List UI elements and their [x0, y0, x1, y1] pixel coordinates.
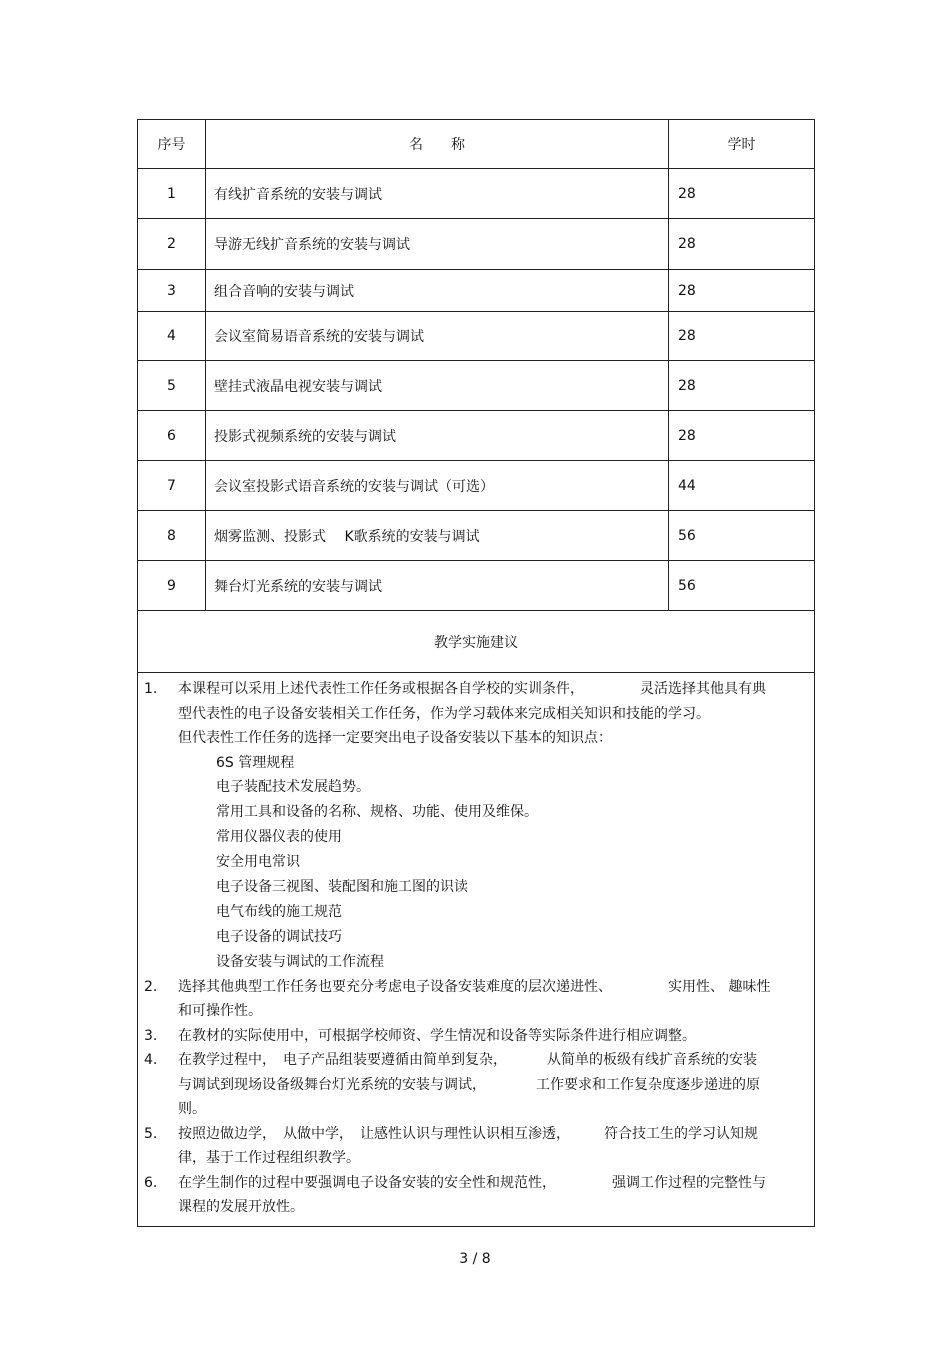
row-hours: 28 [669, 312, 815, 361]
table-row [138, 561, 815, 611]
rec3-line1: 在教材的实际使用中，可根据学校师资、学生情况和设备等实际条件进行相应调整。 [178, 1027, 696, 1044]
rec2-line2: 和可操作性。 [178, 1003, 262, 1020]
list-item: 电子装配技术发展趋势。 [216, 779, 370, 796]
section-title-row [138, 611, 815, 673]
item-number: 4. [144, 1052, 158, 1069]
row-hours: 28 [669, 361, 815, 411]
table-row [138, 511, 815, 561]
row-no: 7 [138, 461, 206, 511]
rec4-line1b: 从简单的板级有线扩音系统的安装 [547, 1052, 757, 1069]
list-item: 电子设备三视图、装配图和施工图的识读 [216, 879, 468, 896]
rec5-line1a: 按照边做边学， 从做中学， 让感性认识与理性认识相互渗透， [178, 1125, 570, 1142]
row-name: 投影式视频系统的安装与调试 [206, 411, 669, 461]
recommendations-cell [138, 673, 815, 1227]
row-no: 9 [138, 561, 206, 611]
section-title: 教学实施建议 [138, 611, 815, 673]
row-hours: 28 [669, 270, 815, 312]
rec5-line2: 律，基于工作过程组织教学。 [178, 1150, 360, 1167]
rec6-line2: 课程的发展开放性。 [178, 1199, 304, 1216]
table-row [138, 361, 815, 411]
rec2-line1a: 选择其他典型工作任务也要充分考虑电子设备安装难度的层次递进性、 [178, 978, 612, 995]
recommendation-item [138, 1048, 804, 1122]
row-hours: 28 [669, 219, 815, 270]
rec4-line2b: 工作要求和工作复杂度逐步递进的原 [536, 1076, 760, 1093]
row-no: 4 [138, 312, 206, 361]
table-row [138, 411, 815, 461]
rec6-line1a: 在学生制作的过程中要强调电子设备安装的安全性和规范性， [178, 1174, 556, 1191]
row-hours: 56 [669, 511, 815, 561]
recommendation-item [138, 1122, 804, 1171]
list-item: 常用工具和设备的名称、规格、功能、使用及维保。 [216, 804, 538, 821]
row-hours: 28 [669, 169, 815, 219]
row-name: 有线扩音系统的安装与调试 [206, 169, 669, 219]
table-row [138, 312, 815, 361]
row-name: 烟雾监测、投影式 K歌系统的安装与调试 [206, 511, 669, 561]
recommendation-item [138, 1171, 804, 1220]
rec1-line1a: 本课程可以采用上述代表性工作任务或根据各自学校的实训条件， [178, 681, 584, 697]
row-no: 8 [138, 511, 206, 561]
row-hours: 56 [669, 561, 815, 611]
row-name: 导游无线扩音系统的安装与调试 [206, 219, 669, 270]
item-number: 6. [144, 1174, 158, 1191]
row-name: 壁挂式液晶电视安装与调试 [206, 361, 669, 411]
row-no: 2 [138, 219, 206, 270]
rec1-line1b: 灵活选择其他具有典 [640, 681, 766, 697]
header-no: 序号 [138, 120, 206, 169]
list-item: 电气布线的施工规范 [216, 903, 342, 920]
header-name: 名 称 [206, 120, 669, 169]
recommendations-row [138, 673, 815, 1227]
row-name: 会议室简易语音系统的安装与调试 [206, 312, 669, 361]
table-row [138, 461, 815, 511]
rec4-line2a: 与调试到现场设备级舞台灯光系统的安装与调试， [178, 1076, 486, 1093]
course-table [137, 119, 815, 1227]
recommendation-item [138, 1024, 804, 1049]
item-number: 2. [144, 978, 158, 995]
list-item: 设备安装与调试的工作流程 [216, 953, 384, 970]
header-hours: 学时 [669, 120, 815, 169]
page-number: 3 / 8 [459, 1251, 491, 1267]
row-name: 会议室投影式语音系统的安装与调试（可选） [206, 461, 669, 511]
rec2-line1b: 实用性、 趣味性 [668, 978, 771, 995]
rec4-line3: 则。 [178, 1101, 206, 1118]
table-row [138, 270, 815, 312]
item-number: 1. [144, 681, 158, 697]
rec5-line1b: 符合技工生的学习认知规 [604, 1125, 758, 1142]
table-row [138, 169, 815, 219]
row-no: 1 [138, 169, 206, 219]
list-item: 电子设备的调试技巧 [216, 928, 342, 945]
list-item: 安全用电常识 [216, 854, 300, 871]
rec1-line3: 但代表性工作任务的选择一定要突出电子设备安装以下基本的知识点： [178, 730, 612, 746]
row-no: 3 [138, 270, 206, 312]
row-hours: 28 [669, 411, 815, 461]
table-header-row [138, 120, 815, 169]
knowledge-points-list [138, 751, 804, 975]
rec6-line1b: 强调工作过程的完整性与 [612, 1174, 766, 1191]
item-number: 5. [144, 1125, 158, 1142]
row-no: 6 [138, 411, 206, 461]
row-name: 舞台灯光系统的安装与调试 [206, 561, 669, 611]
list-item: 6S 管理规程 [216, 754, 295, 771]
row-hours: 44 [669, 461, 815, 511]
item-number: 3. [144, 1027, 158, 1044]
recommendation-item [138, 677, 804, 751]
row-name: 组合音响的安装与调试 [206, 270, 669, 312]
list-item: 常用仪器仪表的使用 [216, 829, 342, 846]
row-no: 5 [138, 361, 206, 411]
table-row [138, 219, 815, 270]
recommendation-item [138, 975, 804, 1024]
rec4-line1a: 在教学过程中， 电子产品组装要遵循由简单到复杂， [178, 1052, 507, 1069]
rec1-line2: 型代表性的电子设备安装相关工作任务，作为学习载体来完成相关知识和技能的学习。 [178, 705, 710, 722]
